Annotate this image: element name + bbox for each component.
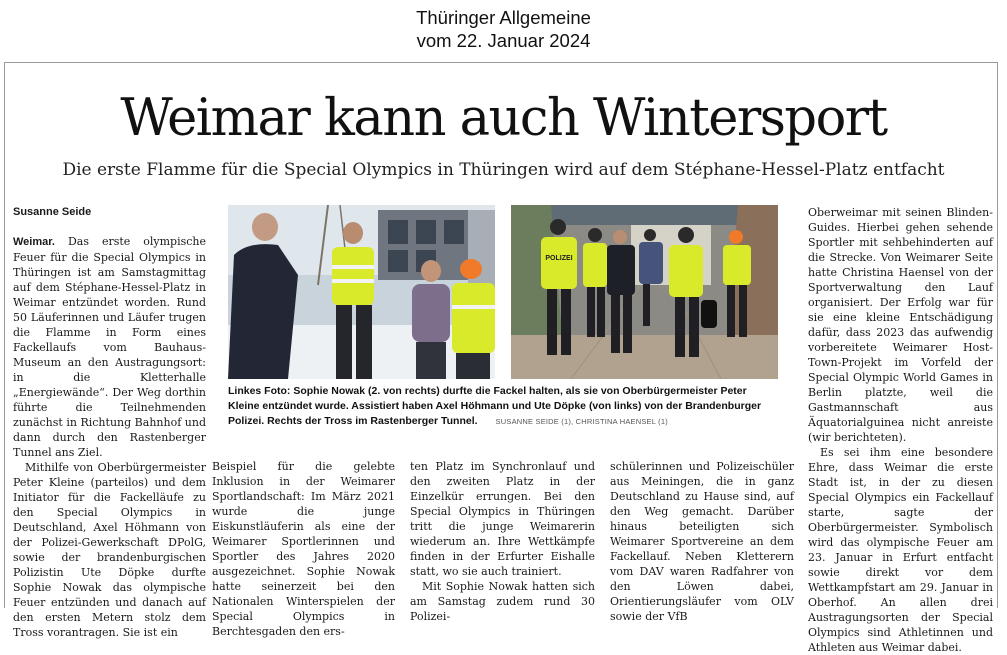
paragraph: Oberweimar mit seinen Blinden-Guides. Hierbei gehen sehende Sportler mit sehbehinderten auf die Strecke. Von Weimarer Seite hatte Christina Haensel von der Sportverwaltung den Lauf organisiert. Der Erfolg war für sie eine kleine Entschädigung dafür, dass 2023 das aufwendig vorbereitete Weimarer Host-Town-Projekt im Vorfeld der Special Olympic World Games in Berlin platzte, weil die Gastmannschaft aus Äquatorialguinea nicht anreiste (wir berichteten).	[808, 206, 993, 444]
paragraph: Mit Sophie Nowak hatten sich am Samstag zudem rund 30 Polizei-	[410, 580, 595, 623]
photo-tunnel-run	[511, 205, 778, 379]
headline: Weimar kann auch Wintersport	[120, 89, 887, 148]
paragraph: Weimar. Das erste olympische Feuer für die Special Olympics in Thüringen ist am Samstagmittag auf dem Stéphane-Hessel-Platz in Weimar entzündet worden. Rund 50 Läuferinnen und Läufer trugen die Flamme in Form eines Fackellaufs vom Bauhaus-Museum an den Austragungsort: in die Kletterhalle „Energiewände“. Der Weg dorthin führte die Teilnehmenden zunächst in Richtung Bahnhof und dann durch den Rastenberger Tunnel ans Ziel.	[13, 235, 206, 459]
paragraph: schülerinnen und Polizeischüler aus Meiningen, die in ganz Deutschland zu Hause sind, auf den Weg gemacht. Darüber hinaus beteiligten sich Weimarer Sportvereine an dem Fackellauf. Neben Kletterern vom DAV waren Radfahrer von den Löwen dabei, Orientierungsläufer vom OLV sowie der VfB	[610, 460, 794, 623]
publication-name: Thüringer Allgemeine	[416, 7, 591, 28]
dateline: Weimar.	[13, 236, 55, 248]
column-2	[212, 459, 395, 639]
paragraph: Beispiel für die gelebte Inklusion in der Weimarer Sportlandschaft: Im März 2021 wurde die junge Eiskunstläuferin als eine der Weimarer Sportlerinnen und Sportler des Jahres 2020 ausgezeichnet. Sophie Nowak hatte seinerzeit bei den Nationalen Winterspielen der Special Olympics in Berchtesgaden den ers-	[212, 460, 395, 638]
paragraph: Mithilfe von Oberbürgermeister Peter Kleine (parteilos) und dem Initiator für die Fackelläufe zu den Special Olympics in Deutschland, Axel Höhmann von der Polizei-Gewerkschaft DPolG, sowie der brandenburgischen Polizistin Ute Döpke durfte Sophie Nowak das olympische Feuer entzünden und danach auf den ersten Metern stolz dem Tross vorantragen. Sie ist ein	[13, 461, 206, 639]
column-4	[610, 459, 794, 624]
paragraph: Es sei ihm eine besondere Ehre, dass Weimar die erste Stadt ist, in der zu diesen Special Olympics ein Fackellauf starte, sagte der Oberbürgermeister. Symbolisch wird das olympische Feuer am 23. Januar in Erfurt entfacht sowie direkt vor dem Wettkampfstart am 29. Januar in Oberhof. An allen drei Austragungsorten der Special Olympics sind Athletinnen und Athleten aus Weimar dabei.	[808, 446, 993, 654]
column-1	[13, 234, 206, 640]
photo-torch-lighting	[228, 205, 495, 379]
author-byline: Susanne Seide	[13, 206, 92, 218]
column-5	[808, 205, 993, 655]
photo-caption: Linkes Foto: Sophie Nowak (2. von rechts) durfte die Fackel halten, als sie von Oberbürgermeister Peter Kleine entzündet wurde. Assistiert haben Axel Höhmann und Ute Döpke (von links) von der Brandenburger Polizei. Rechts der Tross im Rastenberger Tunnel. SUSANNE SEIDE (1), CHRISTINA HAENSEL (1)	[228, 385, 762, 427]
column-3	[410, 459, 595, 624]
paragraph: ten Platz im Synchronlauf und den zweiten Platz in der Einzelkür errungen. Bei den Special Olympics in Thüringen tritt die junge Weimarerin wiederum an. Ihre Wettkämpfe finden in der Erfurter Eishalle statt, wo sie auch trainiert.	[410, 460, 595, 578]
publication-date: vom 22. Januar 2024	[416, 30, 591, 51]
photo-credit: SUSANNE SEIDE (1), CHRISTINA HAENSEL (1)	[495, 417, 668, 426]
vest-label: POLIZEI	[545, 255, 573, 262]
subheadline: Die erste Flamme für die Special Olympics in Thüringen wird auf dem Stéphane-Hessel-Platz entfacht	[62, 160, 945, 180]
publication-header	[0, 6, 1007, 52]
